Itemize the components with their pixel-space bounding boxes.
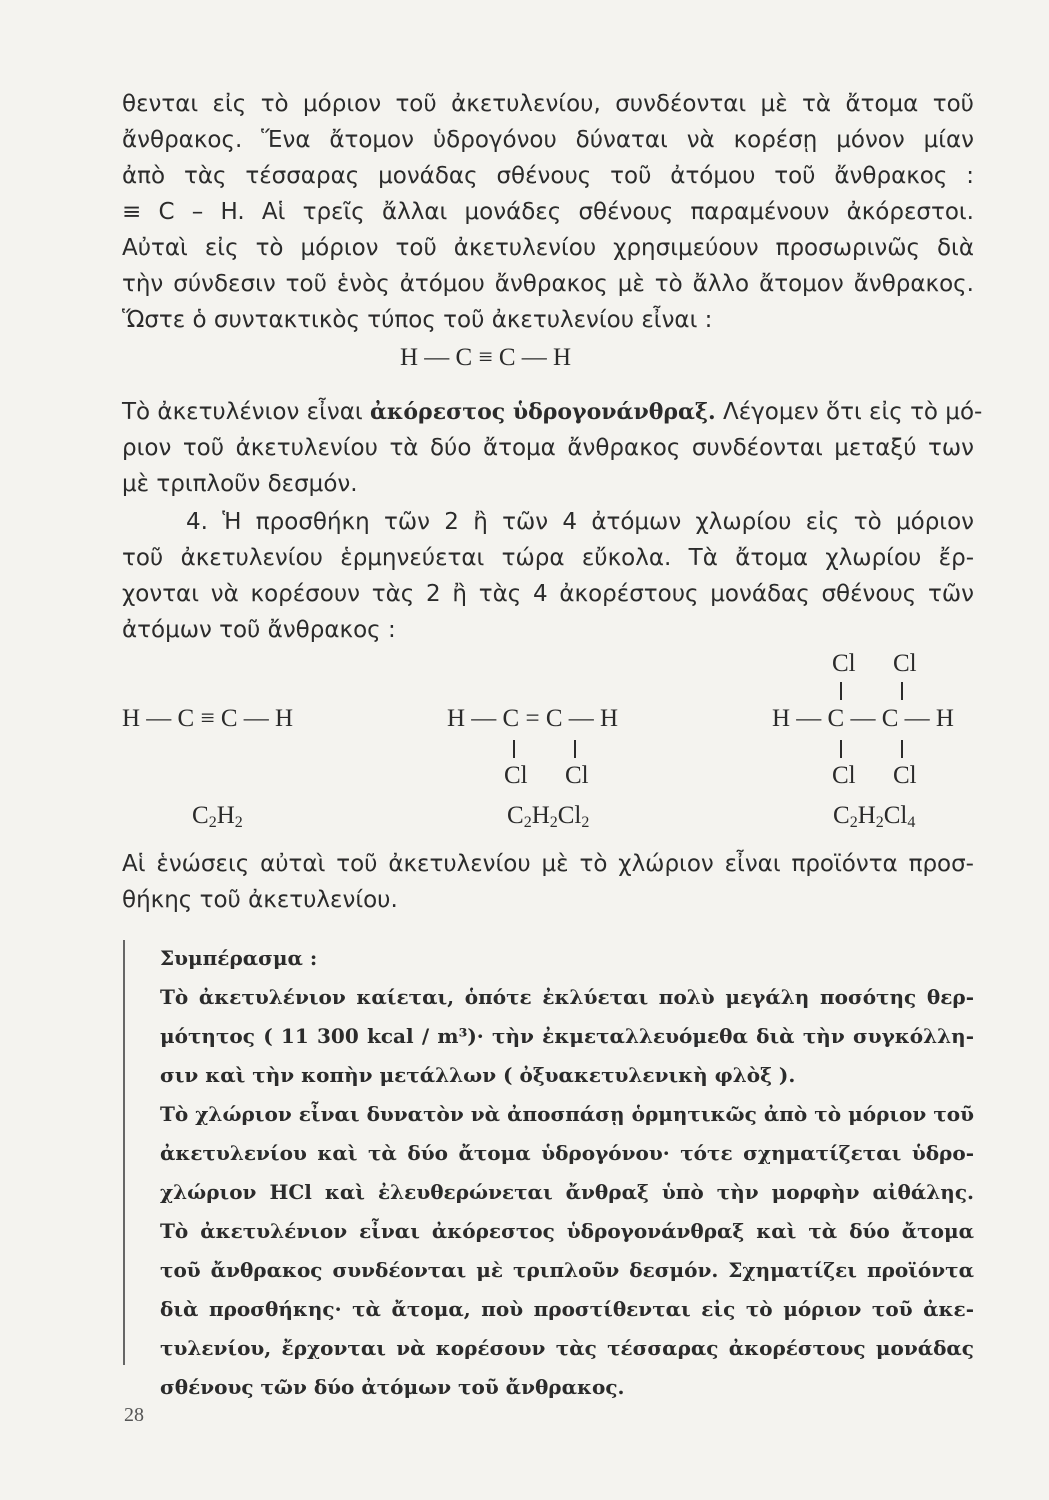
text-line: τὴν σύνδεσιν τοῦ ἑνὸς ἀτόμου ἄνθρακος μὲ τὸ ἄλλο ἄτομον ἄνθρακος. bbox=[122, 271, 974, 297]
conclusion-line: σιν καὶ τὴν κοπὴν μετάλλων ( ὀξυακετυλενικὴ φλὸξ ). bbox=[160, 1063, 796, 1087]
bond-line bbox=[840, 682, 842, 700]
acetylene-structure: H — C ≡ C — H bbox=[122, 705, 294, 732]
text-line: ἄνθρακος. Ἕνα ἄτομον ὑδρογόνου δύναται νὰ κορέσῃ μόνον μίαν bbox=[122, 127, 974, 153]
page-number: 28 bbox=[124, 1404, 144, 1426]
formula-c: C bbox=[833, 802, 850, 829]
conclusion-line: χλώριον HCl καὶ ἐλευθερώνεται ἄνθραξ ὑπὸ τὴν μορφὴν αἰθάλης. bbox=[160, 1180, 974, 1204]
text-line: χονται νὰ κορέσουν τὰς 2 ἢ τὰς 4 ἀκορέστους μονάδας σθένους τῶν bbox=[122, 581, 974, 607]
conclusion-heading: Συμπέρασμα : bbox=[160, 946, 318, 970]
formula-h: H bbox=[531, 802, 550, 829]
bond-line bbox=[901, 682, 903, 700]
formula-cl: Cl bbox=[557, 802, 582, 829]
conclusion-line: Τὸ ἀκετυλένιον εἶναι ἀκόρεστος ὑδρογονάνθραξ καὶ τὰ δύο ἄτομα bbox=[160, 1219, 974, 1243]
formula-c: C bbox=[192, 802, 209, 829]
formula-cl: Cl bbox=[883, 802, 908, 829]
formula-sub: 4 bbox=[907, 814, 916, 831]
text-line: θήκης τοῦ ἀκετυλενίου. bbox=[122, 887, 398, 913]
bond-line bbox=[840, 740, 842, 758]
tetrachloroethane-structure: H — C — C — H bbox=[772, 705, 954, 732]
formula-h: H bbox=[857, 802, 876, 829]
conclusion-line: τυλενίου, ἔρχονται νὰ κορέσουν τὰς τέσσαρας ἀκορέστους μονάδας bbox=[160, 1336, 974, 1360]
formula-sub: 2 bbox=[849, 814, 858, 831]
dichloroethylene-structure: H — C = C — H bbox=[447, 705, 619, 732]
chlorine-atom: Cl bbox=[565, 762, 589, 789]
conclusion-line: σθένους τῶν δύο ἀτόμων τοῦ ἄνθρακος. bbox=[160, 1375, 625, 1399]
formula-sub: 2 bbox=[234, 814, 243, 831]
chlorine-atom: Cl bbox=[832, 650, 856, 677]
conclusion-line: ἀκετυλενίου καὶ τὰ δύο ἄτομα ὑδρογόνου· τότε σχηματίζεται ὑδρο- bbox=[160, 1141, 974, 1165]
conclusion-line: μότητος ( 11 300 kcal / m³)· τὴν ἐκμεταλλευόμεθα διὰ τὴν συγκόλλη- bbox=[160, 1024, 974, 1048]
text-line: ≡ C – H. Αἱ τρεῖς ἄλλαι μονάδες σθένους παραμένουν ἀκόρεστοι. bbox=[122, 199, 974, 225]
chlorine-atom: Cl bbox=[893, 762, 917, 789]
text-line: ριον τοῦ ἀκετυλενίου τὰ δύο ἄτομα ἄνθρακος συνδέονται μεταξύ των bbox=[122, 435, 974, 461]
formula-sub: 2 bbox=[208, 814, 217, 831]
conclusion-rule bbox=[123, 940, 125, 1365]
text-line: 4. Ἡ προσθήκη τῶν 2 ἢ τῶν 4 ἀτόμων χλωρίου εἰς τὸ μόριον bbox=[186, 509, 974, 535]
formula-sub: 2 bbox=[523, 814, 532, 831]
tetrachloroethane-formula bbox=[833, 802, 915, 832]
text-line: ἀπὸ τὰς τέσσαρας μονάδας σθένους τοῦ ἀτόμου τοῦ ἄνθρακος : bbox=[122, 163, 974, 189]
conclusion-line: Τὸ χλώριον εἶναι δυνατὸν νὰ ἀποσπάσῃ ὁρμητικῶς ἀπὸ τὸ μόριον τοῦ bbox=[160, 1102, 974, 1126]
chlorine-atom: Cl bbox=[504, 762, 528, 789]
text-line: μὲ τριπλοῦν δεσμόν. bbox=[122, 471, 358, 497]
dichloroethylene-formula bbox=[507, 802, 589, 832]
text-line: τοῦ ἀκετυλενίου ἑρμηνεύεται τώρα εὔκολα. Τὰ ἄτομα χλωρίου ἔρ- bbox=[122, 545, 974, 571]
formula-h: H bbox=[216, 802, 235, 829]
conclusion-line: τοῦ ἄνθρακος συνδέονται μὲ τριπλοῦν δεσμόν. Σχηματίζει προϊόντα bbox=[160, 1258, 974, 1282]
conclusion-line: διὰ προσθήκης· τὰ ἄτομα, ποὺ προστίθενται εἰς τὸ μόριον τοῦ ἀκε- bbox=[160, 1297, 974, 1321]
text-line bbox=[122, 396, 983, 428]
bold-term: ἀκόρεστος ὑδρογονάνθραξ. bbox=[369, 399, 716, 425]
chlorine-atom: Cl bbox=[832, 762, 856, 789]
text-line: θενται εἰς τὸ μόριον τοῦ ἀκετυλενίου, συνδέονται μὲ τὰ ἄτομα τοῦ bbox=[122, 91, 974, 117]
bond-line bbox=[513, 740, 515, 758]
formula-sub: 2 bbox=[875, 814, 884, 831]
text-span: Λέγομεν ὅτι εἰς τὸ μό- bbox=[715, 399, 983, 425]
acetylene-formula bbox=[192, 802, 243, 832]
text-span: Τὸ ἀκετυλένιον εἶναι bbox=[122, 399, 370, 425]
text-line: Αἱ ἑνώσεις αὐταὶ τοῦ ἀκετυλενίου μὲ τὸ χλώριον εἶναι προϊόντα προσ- bbox=[122, 851, 974, 877]
text-line: ἀτόμων τοῦ ἄνθρακος : bbox=[122, 617, 396, 643]
bond-line bbox=[574, 740, 576, 758]
formula-sub: 2 bbox=[549, 814, 558, 831]
formula-sub: 2 bbox=[581, 814, 590, 831]
text-line: Αὐταὶ εἰς τὸ μόριον τοῦ ἀκετυλενίου χρησιμεύουν προσωρινῶς διὰ bbox=[122, 235, 974, 261]
conclusion-line: Τὸ ἀκετυλένιον καίεται, ὁπότε ἐκλύεται πολὺ μεγάλη ποσότης θερ- bbox=[160, 985, 974, 1009]
chlorine-atom: Cl bbox=[893, 650, 917, 677]
formula-c: C bbox=[507, 802, 524, 829]
acetylene-structural-formula: H — C ≡ C — H bbox=[400, 344, 572, 371]
text-line: Ὥστε ὁ συντακτικὸς τύπος τοῦ ἀκετυλενίου εἶναι : bbox=[122, 307, 713, 333]
bond-line bbox=[901, 740, 903, 758]
